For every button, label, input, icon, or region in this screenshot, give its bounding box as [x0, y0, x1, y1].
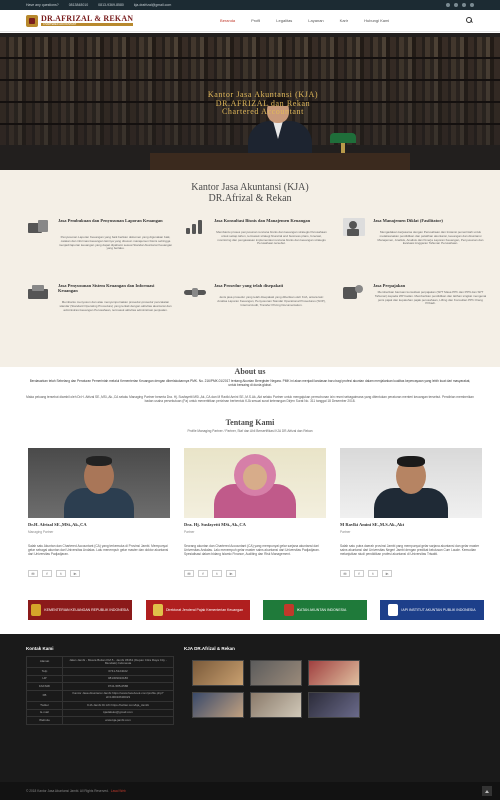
hero-title [158, 91, 368, 117]
contact-key: Alamat [27, 657, 63, 668]
member-role: Managing Partner [28, 530, 54, 534]
member-name: Dr.H. Afrizal SE.,MSi.,Ak.,CA [28, 522, 87, 527]
member-role: Partner [184, 530, 195, 534]
gallery-title: KJA DR.Afrizal & Rekan [184, 646, 235, 651]
email-icon[interactable]: ✉ [28, 570, 38, 577]
member-desc: Salah satu Akuntan dan Chartered Accountant (CA) yang terkemuka di Provinsi Jambi. Mempunyai gelar sebagai akuntan dari Universitas Andalas. Lalu menempuh gelar master dan doktor akuntansi dari Universitas Padjadjaran. [28, 544, 169, 556]
email-link[interactable]: kja.drafrizal@gmail.com [133, 3, 172, 7]
services-section [0, 170, 500, 367]
contact-key: Twitter [27, 702, 63, 710]
team-subtitle: Profile Managing Partner / Partner, Staf dan Ahli Bersertifikasi KJA DR.Afrizal dan Rekan [187, 429, 313, 433]
partner-label: IKATAN AKUNTAN INDONESIA [296, 608, 347, 612]
emblem-icon [31, 604, 41, 616]
instagram-icon[interactable] [462, 3, 466, 7]
contact-key: HP [27, 675, 63, 683]
main-navbar [0, 10, 500, 32]
logo-tagline: CHARTERED ACCOUNTANT [41, 23, 133, 27]
service-title: Jasa Pembukuan dan Penyusunan Laporan Keuangan [58, 218, 163, 223]
contact-value[interactable]: KJA Jambi Dr.Afri https://twitter.com/kja_Jambi [63, 702, 174, 710]
member-role: Partner [340, 530, 351, 534]
services-title-line1: Kantor Jasa Akuntansi (KJA) [191, 182, 309, 193]
service-title: Jasa Penyusunan Sistem Keuangan dan Informasi Keuangan [58, 283, 155, 293]
facebook-icon[interactable]: f [198, 570, 208, 577]
contact-value: 081309010186 [63, 675, 174, 683]
service-title: Jasa Manajemen Diklat (Fasilitator) [373, 218, 443, 223]
phone-link[interactable]: 0813848010 [68, 3, 89, 7]
footer [0, 634, 500, 782]
facebook-icon[interactable]: f [354, 570, 364, 577]
contact-key: Website [27, 717, 63, 725]
site-logo[interactable] [26, 13, 133, 29]
member-photo [184, 448, 326, 518]
nav-item-hubungi-kami[interactable]: Hubungi Kami [364, 18, 390, 23]
nav-item-beranda[interactable]: Beranda [220, 18, 236, 23]
logo-emblem-icon [26, 15, 38, 27]
partner-logo-iapi[interactable] [380, 600, 484, 620]
desk-lamp-image [330, 133, 356, 143]
hero-banner [0, 33, 500, 170]
trainer-icon [343, 218, 365, 236]
gallery-grid [192, 660, 362, 718]
hero-title-line1: Kantor Jasa Akuntansi (KJA) [207, 90, 319, 99]
linkedin-icon[interactable] [470, 3, 474, 7]
table-row [27, 668, 174, 676]
gallery-thumbnail[interactable] [308, 692, 360, 718]
table-row [27, 657, 174, 668]
emblem-icon [284, 604, 294, 616]
about-paragraph: Maka peluang tersebut diambil oleh Dr.H. Afrizal SE.,MSi.,Ak.,CA selaku Managing Partner beserta Dra. Hj. Susfayetti MSi.,Ak.,CA dan M Ravlki Amini SE.,M.S.Ak.,Akt selaku Partner untuk mengajukan permohonan izin resmi sebagaimana yang ditentukan peraturan menteri keuangan tersebut. Pendirian memberikan badan usaha persekutuan (Fa) untuk menerbitkan perizinan berbentuk KJA sesuai surat keterangan Dirjen Surat No. 311 tanggal 18 Desember 2018. [26, 395, 474, 403]
contact-table [26, 656, 174, 725]
twitter-icon[interactable] [454, 3, 458, 7]
tax-icon [343, 283, 365, 301]
copyright-text: © 2018 Kantor Jasa Akuntansi Jambi. All Rights Reserved. [26, 789, 109, 793]
desk-image [150, 153, 410, 170]
contact-title: Kontak Kami [26, 646, 54, 651]
search-icon[interactable] [466, 17, 474, 25]
gallery-thumbnail[interactable] [308, 660, 360, 686]
nav-menu [210, 18, 389, 23]
partner-logo-kemenkeu[interactable] [28, 600, 132, 620]
contact-key: Telp [27, 668, 63, 676]
about-title: About us [234, 367, 266, 376]
member-social [184, 570, 236, 577]
table-row [27, 675, 174, 683]
handshake-icon [184, 283, 206, 301]
twitter-icon[interactable]: t [56, 570, 66, 577]
facebook-icon[interactable]: f [42, 570, 52, 577]
nav-item-legalitas[interactable]: Legalitas [276, 18, 293, 23]
linkedin-icon[interactable]: in [226, 570, 236, 577]
facebook-icon[interactable] [446, 3, 450, 7]
credit-link[interactable]: Lasal Web [110, 789, 126, 793]
service-desc: Membantu proses penyusunan rencana bisnis dan keuangan strategis Perusahaan untuk setiap tahun, termasuk strategi financial and business plans, forecast, monitoring dan pengawasan implementasi rencana bisnis dan keuangan strategis Perusahaan tersebut. [216, 230, 327, 246]
member-name: M Ravlki Amini SE.,M.S.Ak.,Akt [340, 522, 405, 527]
chart-icon [184, 218, 206, 236]
hero-title-line2: DR.AFRIZAL dan Rekan [215, 98, 311, 108]
services-title [0, 182, 500, 204]
contact-key: FB [27, 690, 63, 701]
contact-key: E-mail [27, 709, 63, 717]
twitter-icon[interactable]: t [368, 570, 378, 577]
service-desc: Membantu menyusun dan atau menyempurnakan prosedur-prosedur pencatatan standar (Standard Operating Procedure) yang terkait dengan aktivitas akuntansi dan administrasi keuangan Perusahaan, termasuk aktivitas administrasi penjualan. [59, 300, 172, 312]
member-photo [340, 448, 482, 518]
partner-logos [0, 600, 500, 626]
partner-logo-djp[interactable] [146, 600, 250, 620]
nav-item-profil[interactable]: Profil [251, 18, 261, 23]
member-social [28, 570, 80, 577]
member-desc: Salah satu putra daerah provinsi Jambi yang mempunyai gelar sarjana akuntansi dan gelar master sains akuntansi dari Universitas Negeri Jambi dengan predikat kelulusan Cum Laude. Kemudian melanjutkan studi pendidikan profesi akuntansi di Universitas Trisakti. [340, 544, 480, 556]
twitter-icon[interactable]: t [212, 570, 222, 577]
topbar-social [446, 3, 474, 7]
contact-value[interactable]: Kantor Jasa Akuntansi Jambi https://www.facebook.com/profile.php?id=100016630023 [63, 690, 174, 701]
linkedin-icon[interactable]: in [70, 570, 80, 577]
question-text: Have any questions? [26, 3, 59, 7]
member-name: Dra. Hj. Susfayetti MSi.,Ak.,CA [184, 522, 246, 527]
gallery-thumbnail[interactable] [192, 660, 244, 686]
team-title: Tentang Kami [225, 418, 275, 427]
contact-value[interactable]: kjadafeko@gmail.com [63, 709, 174, 717]
table-row [27, 709, 174, 717]
emblem-icon [153, 604, 163, 616]
logo-title: DR.AFRIZAL & REKAN [41, 13, 134, 23]
table-row [27, 690, 174, 701]
copyright-bar [0, 782, 500, 800]
services-title-line2: DR.Afrizal & Rekan [208, 193, 292, 204]
top-bar [0, 0, 500, 10]
member-desc: Seorang akuntan dan Chartered Accountant (CA) yang mempunyai gelar sarjana akuntansi dari Universitas Andalas. Lalu menempuh gelar master sains akuntansi dari Universitas Padjadjaran. Spesialisasi dalam bidang Islamic Finance, Auditing dan Risk Management. [184, 544, 320, 556]
service-title: Jasa Konsultasi Bisnis dan Manajemen Keuangan [214, 218, 311, 223]
ledger-icon [28, 218, 50, 236]
money-icon [28, 283, 50, 301]
service-title: Jasa Prosedur yang telah disepakati [214, 283, 284, 288]
service-desc: Mengadakan kerjasama dengan Perusahaan dan Instansi pemerintah untuk melaksanakan pendidikan dan pelatihan akuntansi, keuangan dan Akuntansi Manajemen, Analisis, Analisis dan Kinerja Laporan Keuangan, Penyusunan dan Evaluasi Anggaran Tahunan Perusahaan. [377, 230, 484, 246]
table-row [27, 702, 174, 710]
service-desc: Penyusunan Laporan Keuangan yang baik berikan dokumen yang digunakan baik, catatan dan informasi keuangan lainnya yang disusun manajemen bisnis sehingga menjadi laporan keuangan yang dapat dipahami sesuai Standar Akuntansi Keuangan yang berlaku. [58, 235, 173, 251]
emblem-icon [388, 604, 398, 616]
contact-value: 0741-5124022 [63, 668, 174, 676]
whatsapp-link[interactable]: 0813-9369-8580 [98, 3, 124, 7]
service-desc: Memberikan bantuan konsultasi perpajakan (SPT Masa PPh dan PPN dan SPT Tahunan) kepada WP badan. Memberikan pendidikan dan latihan singkat mengenai jenis pajak dan kepatuhan pajak perusahaan, Lifting dan Konsultan PPh Orang Pribadi. [374, 290, 487, 306]
back-to-top-button[interactable] [482, 786, 492, 796]
contact-key: FAKSMI [27, 683, 63, 691]
contact-value: 0741-585-0586 [63, 683, 174, 691]
gallery-thumbnail[interactable] [250, 692, 302, 718]
service-title: Jasa Perpajakan [373, 283, 406, 288]
member-photo [28, 448, 170, 518]
partner-label: KEMENTERIAN KEUANGAN REPUBLIK INDONESIA [44, 608, 129, 612]
table-row [27, 683, 174, 691]
contact-value: Jalan Jambi - Muara Bulian KM.5 - Jambi 36361 (Depan Citra Raya City - Mendalo) Indonesia [63, 657, 174, 668]
partner-label: IAPI INSTITUT AKUNTAN PUBLIK INDONESIA [401, 608, 476, 612]
nav-item-layanan[interactable]: Layanan [308, 18, 324, 23]
nav-item-karir[interactable]: Karir [339, 18, 349, 23]
gallery-thumbnail[interactable] [250, 660, 302, 686]
hero-title-line3: Chartered Accountant [222, 107, 304, 116]
member-social [340, 570, 392, 577]
contact-value[interactable]: www.kja-jambi.com [63, 717, 174, 725]
email-icon[interactable]: ✉ [184, 570, 194, 577]
partner-label: Direktorat Jenderal Pajak Kementerian Keuangan [165, 608, 244, 612]
gallery-thumbnail[interactable] [192, 692, 244, 718]
linkedin-icon[interactable]: in [382, 570, 392, 577]
service-desc: Jenis jasa prosedur yang telah disepakati yang diberikan oleh KJA, antara lain: Analisa Laporan Keuangan, Penyusunan Standar Operational Prosedures (SOP), Internal Audit, Transfer Pricing Documentation. [217, 295, 326, 307]
partner-logo-iai[interactable] [263, 600, 367, 620]
email-icon[interactable]: ✉ [340, 570, 350, 577]
about-paragraph: Berdasarkan telah Sebelang dan Peraturan Pemerintah melalui Kementerian Keuangan dengan diberlakukannya PMK. No. 216/PMK.01/2017 tentang Akuntan Beregister Negara. PMK ini akan menjadi landasan baru bagi profesi akuntan dalam menjalankan kualitas kepercayaan yang lebih kuat dari masyarakat, untuk bersaing di dunia global. [29, 379, 471, 387]
table-row [27, 717, 174, 725]
